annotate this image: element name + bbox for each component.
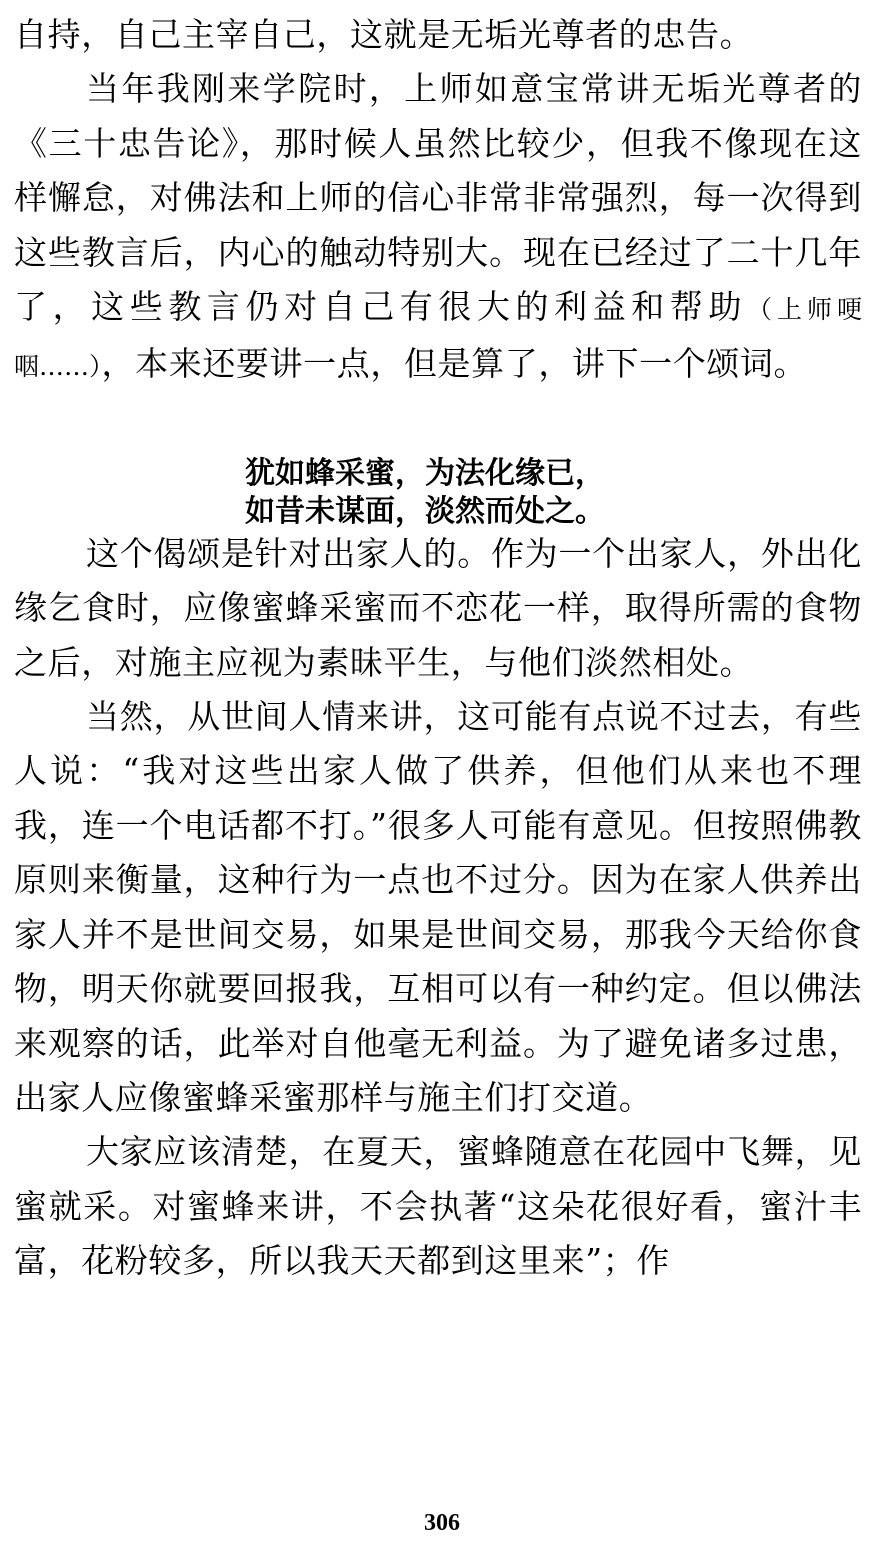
verse-block [14,455,862,531]
page-body [14,8,862,1289]
verse-line: 犹如蜂采蜜，为法化缘已， [245,455,605,491]
paragraph-recollection [14,62,862,394]
paragraph-text: ，本来还要讲一点，但是算了，讲下一个颂词。 [101,344,808,384]
parenthetical-note: （上师哽咽……） [14,295,862,382]
verse-line: 如昔未谋面，淡然而处之。 [245,493,605,529]
paragraph-bee-analogy: 大家应该清楚，在夏天，蜜蜂随意在花园中飞舞，见蜜就采。对蜜蜂来讲，不会执著“这朵花很好看，蜜汁丰富，花粉较多，所以我天天都到这里来”；作 [14,1132,862,1281]
paragraph-text: 当年我刚来学院时，上师如意宝常讲无垢光尊者的《三十忠告论》，那时候人虽然比较少，但我不像现在这样懈怠，对佛法和上师的信心非常非常强烈，每一次得到这些教言后，内心的触动特别大。现在已经过了二十几年了，这些教言仍对自己有很大的利益和帮助 [14,69,862,327]
page-number: 306 [424,1510,460,1536]
paragraph-continued: 自持，自己主宰自己，这就是无垢光尊者的忠告。 [14,15,754,54]
paragraph-discussion: 当然，从世间人情来讲，这可能有点说不过去，有些人说：“我对这些出家人做了供养，但他们从来也不理我，连一个电话都不打。”很多人可能有意见。但按照佛教原则来衡量，这种行为一点也不过分。因为在家人供养出家人并不是世间交易，如果是世间交易，那我今天给你食物，明天你就要回报我，互相可以有一种约定。但以佛法来观察的话，此举对自他毫无利益。为了避免诸多过患，出家人应像蜜蜂采蜜那样与施主们打交道。 [14,697,862,1117]
paragraph-explanation: 这个偈颂是针对出家人的。作为一个出家人，外出化缘乞食时，应像蜜蜂采蜜而不恋花一样，取得所需的食物之后，对施主应视为素昧平生，与他们淡然相处。 [14,533,862,682]
